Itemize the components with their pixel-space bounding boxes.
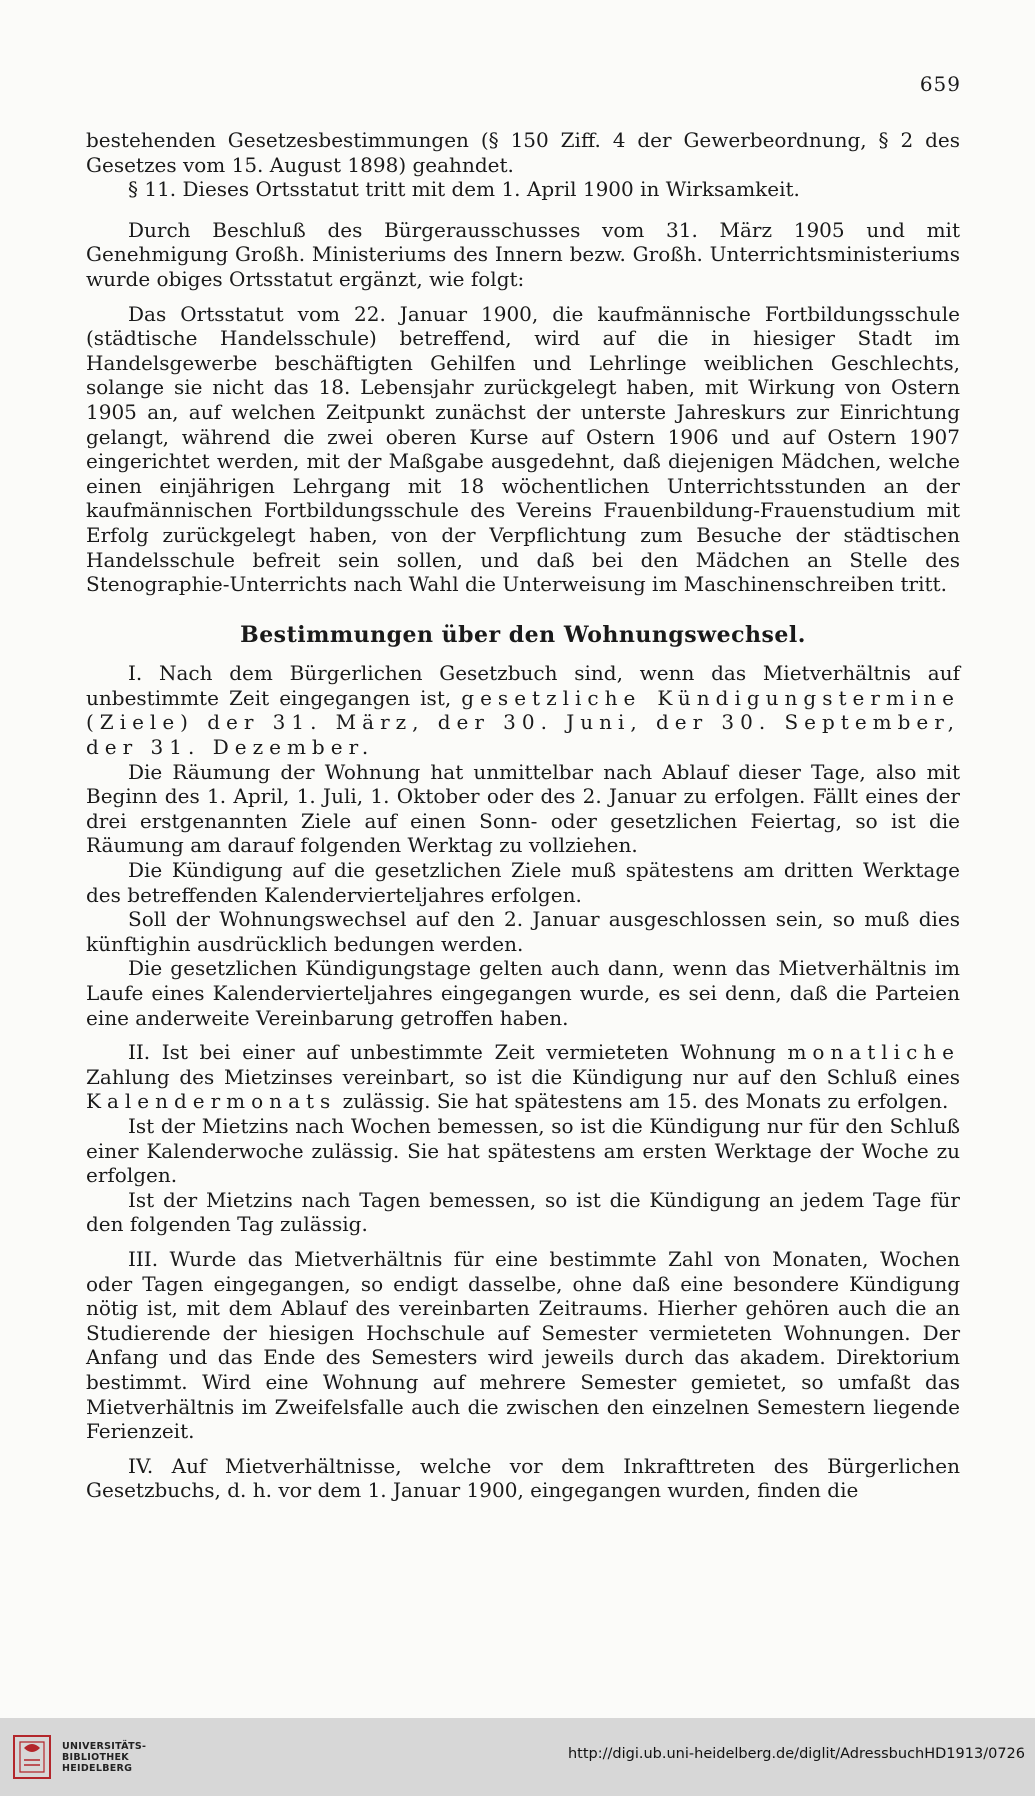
logo-line: BIBLIOTHEK [62,1751,129,1763]
library-logo [10,1730,146,1784]
text-run: zulässig. Sie hat spätestens am 15. des Monats zu erfolgen. [342,1089,949,1114]
emphasized-text: Kalendermonats [86,1089,337,1114]
logo-line: UNIVERSITÄTS- [62,1740,147,1752]
logo-line: HEIDELBERG [62,1762,133,1774]
text-run: II. Ist bei einer auf unbestimmte Zeit vermieteten Wohnung [128,1040,776,1065]
paragraph: III. Wurde das Mietverhältnis für eine bestimmte Zahl von Monaten, Wochen oder Tagen eingegangen, so endigt dasselbe, ohne daß eine besondere Kündigung nötig ist, mit dem Ablauf des vereinbarten Zeitraums. Hierher gehören auch die an Studierende der hiesigen Hochschule auf Semester vermieteten Wohnungen. Der Anfang und das Ende des Semesters wird jeweils durch das akadem. Direktorium bestimmt. Wird eine Wohnung auf mehrere Semester gemietet, so umfaßt das Mietverhältnis im Zweifelsfalle auch die zwischen den einzelnen Semestern liegende Ferienzeit. [86,1246,960,1444]
paragraph: Die Räumung der Wohnung hat unmittelbar nach Ablauf dieser Tage, also mit Beginn des 1. April, 1. Juli, 1. Oktober oder des 2. Januar zu erfolgen. Fällt eines der drei erstgenannten Ziele auf einen Sonn- oder gesetzlichen Feiertag, so ist die Räumung am darauf folgenden Werktag zu vollziehen. [86,759,960,858]
emphasized-text: monatliche [787,1040,960,1065]
library-seal-icon [10,1730,54,1784]
paragraph: Ist der Mietzins nach Wochen bemessen, so ist die Kündigung nur für den Schluß einer Kalenderwoche zulässig. Sie hat spätestens am ersten Werktage der Woche zu erfolgen. [86,1113,960,1188]
source-url-link[interactable]: http://digi.ub.uni-heidelberg.de/diglit/AdressbuchHD1913/0726 [567,1746,1025,1762]
paragraph: Das Ortsstatut vom 22. Januar 1900, die kaufmännische Fortbildungsschule (städtische Handelsschule) betreffend, wird auf die in hiesiger Stadt im Handelsgewerbe beschäftigten Gehilfen und Lehrlinge weiblichen Geschlechts, solange sie nicht das 18. Lebensjahr zurückgelegt haben, mit Wirkung von Ostern 1905 an, auf welchen Zeitpunkt zunächst der unterste Jahreskurs zur Einrichtung gelangt, während die zwei oberen Kurse auf Ostern 1906 und auf Ostern 1907 eingerichtet werden, mit der Maßgabe ausgedehnt, daß diejenigen Mädchen, welche einen einjährigen Lehrgang mit 18 wöchentlichen Unterrichtsstunden an der kaufmännischen Fortbildungsschule des Vereins Frauenbildung-Frauenstudium mit Erfolg zurückgelegt haben, von der Verpflichtung zum Besuche der städtischen Handelsschule befreit sein sollen, und daß bei den Mädchen an Stelle des Stenographie-Unterrichts nach Wahl die Unterweisung im Maschinenschreiben tritt. [86,301,960,597]
paragraph: Ist der Mietzins nach Tagen bemessen, so ist die Kündigung an jedem Tage für den folgenden Tag zulässig. [86,1187,960,1237]
paragraph: bestehenden Gesetzesbestimmungen (§ 150 Ziff. 4 der Gewerbeordnung, § 2 des Gesetzes vom 15. August 1898) geahndet. [86,128,960,177]
paragraph: § 11. Dieses Ortsstatut tritt mit dem 1. April 1900 in Wirksamkeit. [128,177,800,202]
paragraph: Die gesetzlichen Kündigungstage gelten auch dann, wenn das Mietverhältnis im Laufe eines Kalendervierteljahres eingegangen wurde, es sei denn, daß die Parteien eine anderweite Vereinbarung getroffen haben. [86,956,960,1030]
paragraph: Durch Beschluß des Bürgerausschusses vom 31. März 1905 und mit Genehmigung Großh. Ministeriums des Innern bezw. Großh. Unterrichtsministeriums wurde obiges Ortsstatut ergänzt, wie folgt: [86,217,960,291]
text-run: I. Nach dem Bürgerlichen Gesetzbuch sind, wenn das Mietverhältnis auf unbestimmte Zeit eingegangen ist, [86,661,960,710]
paragraph: Die Kündigung auf die gesetzlichen Ziele muß spätestens am dritten Werktage des betreffenden Kalendervierteljahres erfolgen. [86,858,960,907]
paragraph [86,1040,960,1114]
section-heading: Bestimmungen über den Wohnungswechsel. [240,621,806,648]
text-run: Zahlung des Mietzinses vereinbart, so ist die Kündigung nur auf den Schluß eines [86,1064,960,1089]
paragraph: Soll der Wohnungswechsel auf den 2. Januar ausgeschlossen sein, so muß dies künftighin ausdrücklich bedungen werden. [86,907,960,956]
library-name [62,1741,146,1774]
page-body [86,128,960,1503]
paragraph [86,661,960,759]
footer-bar [0,1718,1035,1796]
emphasized-text: gesetzliche Kündigungstermine (Ziele) der 31. März, der 30. Juni, der 30. September, der 31. Dezember. [86,685,960,760]
page-number: 659 [919,72,961,96]
paragraph: IV. Auf Mietverhältnisse, welche vor dem Inkrafttreten des Bürgerlichen Gesetzbuchs, d. h. vor dem 1. Januar 1900, eingegangen wurden, finden die [86,1453,960,1503]
